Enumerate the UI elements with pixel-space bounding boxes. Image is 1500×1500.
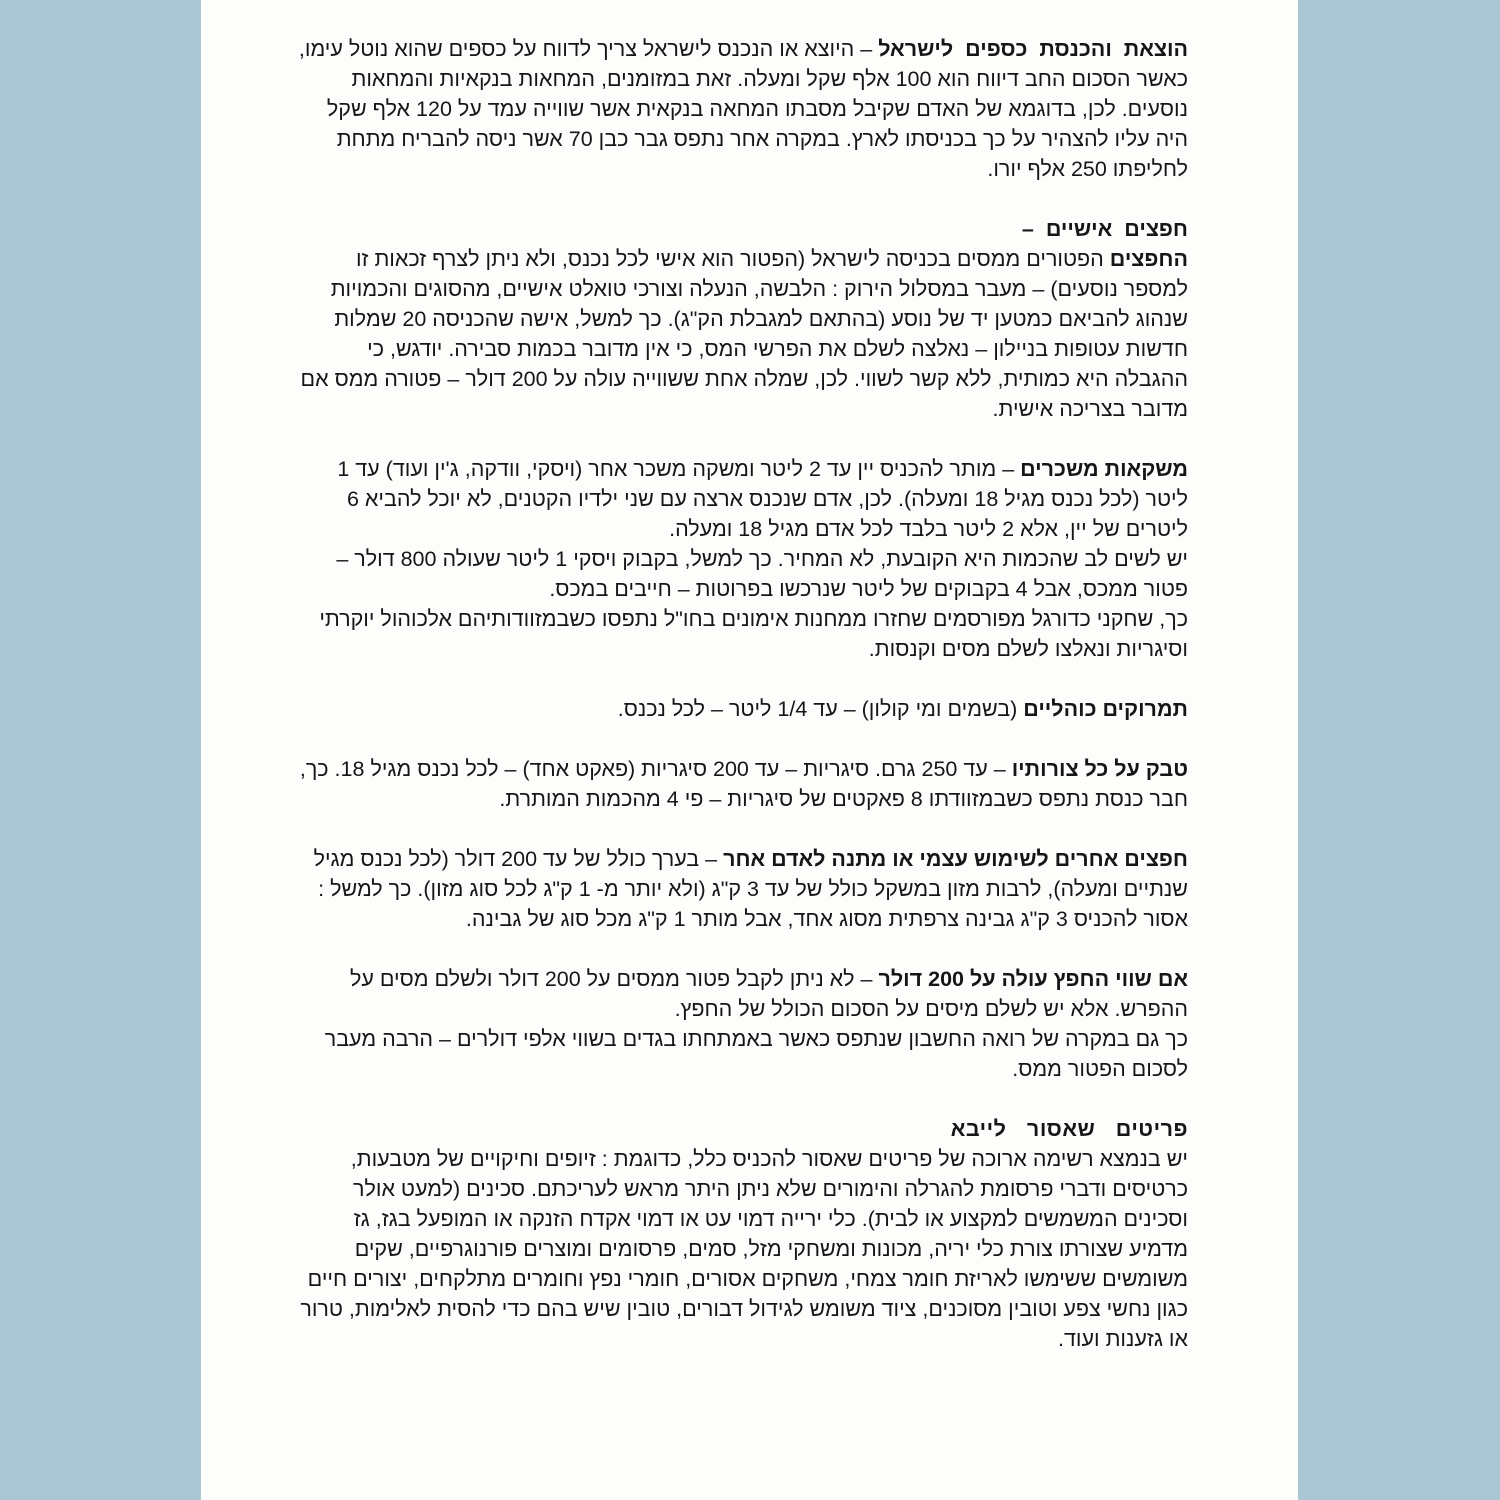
paragraph-text: – בערך כולל של עד 200 דולר (לכל נכנס מגיל שנתיים ומעלה), לרבות מזון במשקל כולל של עד 3 ק"ג (ולא יותר מ- 1 ק"ג לכל סוג מזון). כך למשל : אסור להכניס 3 ק"ג גבינה צרפתית מסוג אחד, אבל מותר 1 ק"ג מכל סוג של גבינה.: [313, 847, 1188, 931]
paragraph-text: – היוצא או הנכנס לישראל צריך לדווח על כספים שהוא נוטל עימו, כאשר הסכום החב דיווח הוא 100 אלף שקל ומעלה. זאת במזומנים, המחאות בנקאיות והמחאות נוסעים. לכן, בדוגמא של האדם שקיבל מסבתו המחאה בנקאית אשר שווייה עמד על 120 אלף שקל היה עליו להצהיר על כך בכניסתו לארץ. במקרה אחר נתפס גבר כבן 70 אשר ניסה להבריח מתחת לחליפתו 250 אלף יורו.: [298, 37, 1188, 181]
section-personal-items: [291, 214, 1188, 424]
section-heading: החפצים: [1109, 247, 1188, 271]
paragraph: [291, 34, 1188, 184]
section-other-items: [291, 844, 1188, 934]
paragraph-text: (בשמים ומי קולון) – עד 1/4 ליטר – לכל נכנס.: [617, 697, 1024, 721]
paragraph-text: – עד 250 גרם. סיגריות – עד 200 סיגריות (פאקט אחד) – לכל נכנס מגיל 18. כך, חבר כנסת נתפס כשבמזוודתו 8 פאקטים של סיגריות – פי 4 מהכמות המותרת.: [299, 757, 1188, 811]
paragraph-text: – לא ניתן לקבל פטור ממסים על 200 דולר ולשלם מסים על ההפרש. אלא יש לשלם מיסים על הסכום הכולל של החפץ.: [350, 967, 1188, 1021]
paragraph: [291, 244, 1188, 424]
section-heading: משקאות משכרים: [1020, 457, 1188, 481]
section-cosmetics: [291, 694, 1188, 724]
paragraph-text: הפטורים ממסים בכניסה לישראל (הפטור הוא אישי לכל נכנס, ולא ניתן לצרף זכאות זו למספר נוסעים) – מעבר במסלול הירוק : הלבשה, הנעלה וצורכי טואלט אישיים, מהסוגים והכמויות שנהוג להביאם כמטען יד של נוסע (בהתאם למגבלת הק"ג). כך למשל, אישה שהכניסה 20 שמלות חדשות עטופות בניילון – נאלצה לשלם את הפרשי המס, כי אין מדובר בכמות סבירה. יודגש, כי ההגבלה היא כמותית, ללא קשר לשווי. לכן, שמלה אחת ששווייה עולה על 200 דולר – פטורה ממס אם מדובר בצריכה אישית.: [300, 247, 1188, 421]
paragraph-text: יש לשים לב שהכמות היא הקובעת, לא המחיר. כך למשל, בקבוק ויסקי 1 ליטר שעולה 800 דולר – פטור ממכס, אבל 4 בקבוקים של ליטר שנרכשו בפרוטות – חייבים במכס.: [336, 547, 1188, 601]
section-title: חפצים אישיים –: [1021, 217, 1188, 241]
section-money: [291, 34, 1188, 184]
paragraph: [291, 694, 1188, 724]
paragraph-text: כך גם במקרה של רואה החשבון שנתפס כאשר באמתחתו בגדים בשווי אלפי דולרים – הרבה מעבר לסכום הפטור ממס.: [324, 1027, 1188, 1081]
section-heading: הוצאת והכנסת כספים לישראל: [878, 37, 1188, 61]
paragraph-text: כך, שחקני כדורגל מפורסמים שחזרו ממחנות אימונים בחו"ל נתפסו כשבמזוודותיהם אלכוהול יוקרתי וסיגריות ונאלצו לשלם מסים וקנסות.: [319, 607, 1188, 661]
paragraph: [291, 454, 1188, 544]
section-alcohol: [291, 454, 1188, 664]
section-heading: טבק על כל צורותיו: [1011, 757, 1188, 781]
section-tobacco: [291, 754, 1188, 814]
section-prohibited: [291, 1114, 1188, 1354]
section-heading: חפצים אחרים לשימוש עצמי או מתנה לאדם אחר: [723, 847, 1188, 871]
section-heading: אם שווי החפץ עולה על 200 דולר: [878, 967, 1188, 991]
section-title: פריטים שאסור לייבא: [950, 1117, 1188, 1141]
paragraph-text: יש בנמצא רשימה ארוכה של פריטים שאסור להכניס כלל, כדוגמת : זיופים וחיקויים של מטבעות, כרטיסים ודברי פרסומת להגרלה והימורים שלא ניתן היתר מראש לעריכתם. סכינים (למעט אולר וסכינים המשמשים למקצוע או לבית). כלי ירייה דמוי עט או דמוי אקדח הזנקה או המופעל בגז, גז מדמיע שצורתו צורת כלי יריה, מכונות ומשחקי מזל, סמים, פרסומים ומוצרים פורנוגרפיים, שקים משומשים ששימשו לאריזת חומר צמחי, משחקים אסורים, חומרי נפץ וחומרים מתלקחים, יצורים חיים כגון נחשי צפע וטובין מסוכנים, ציוד משומש לגידול דבורים, טובין שיש בהם כדי להסית לאלימות, טרור או גזענות ועוד.: [300, 1147, 1188, 1351]
paragraph-text: – מותר להכניס יין עד 2 ליטר ומשקה משכר אחר (ויסקי, וודקה, ג'ין ועוד) עד 1 ליטר (לכל נכנס מגיל 18 ומעלה). לכן, אדם שנכנס ארצה עם שני ילדיו הקטנים, לא יוכל להביא 6 ליטרים של יין, אלא 2 ליטר בלבד לכל אדם מגיל 18 ומעלה.: [337, 457, 1188, 541]
paragraph: [291, 844, 1188, 934]
paragraph: [291, 754, 1188, 814]
section-heading: תמרוקים כוהליים: [1023, 697, 1188, 721]
document-page: [201, 0, 1298, 1500]
section-over-200: [291, 964, 1188, 1084]
paragraph: [291, 964, 1188, 1024]
